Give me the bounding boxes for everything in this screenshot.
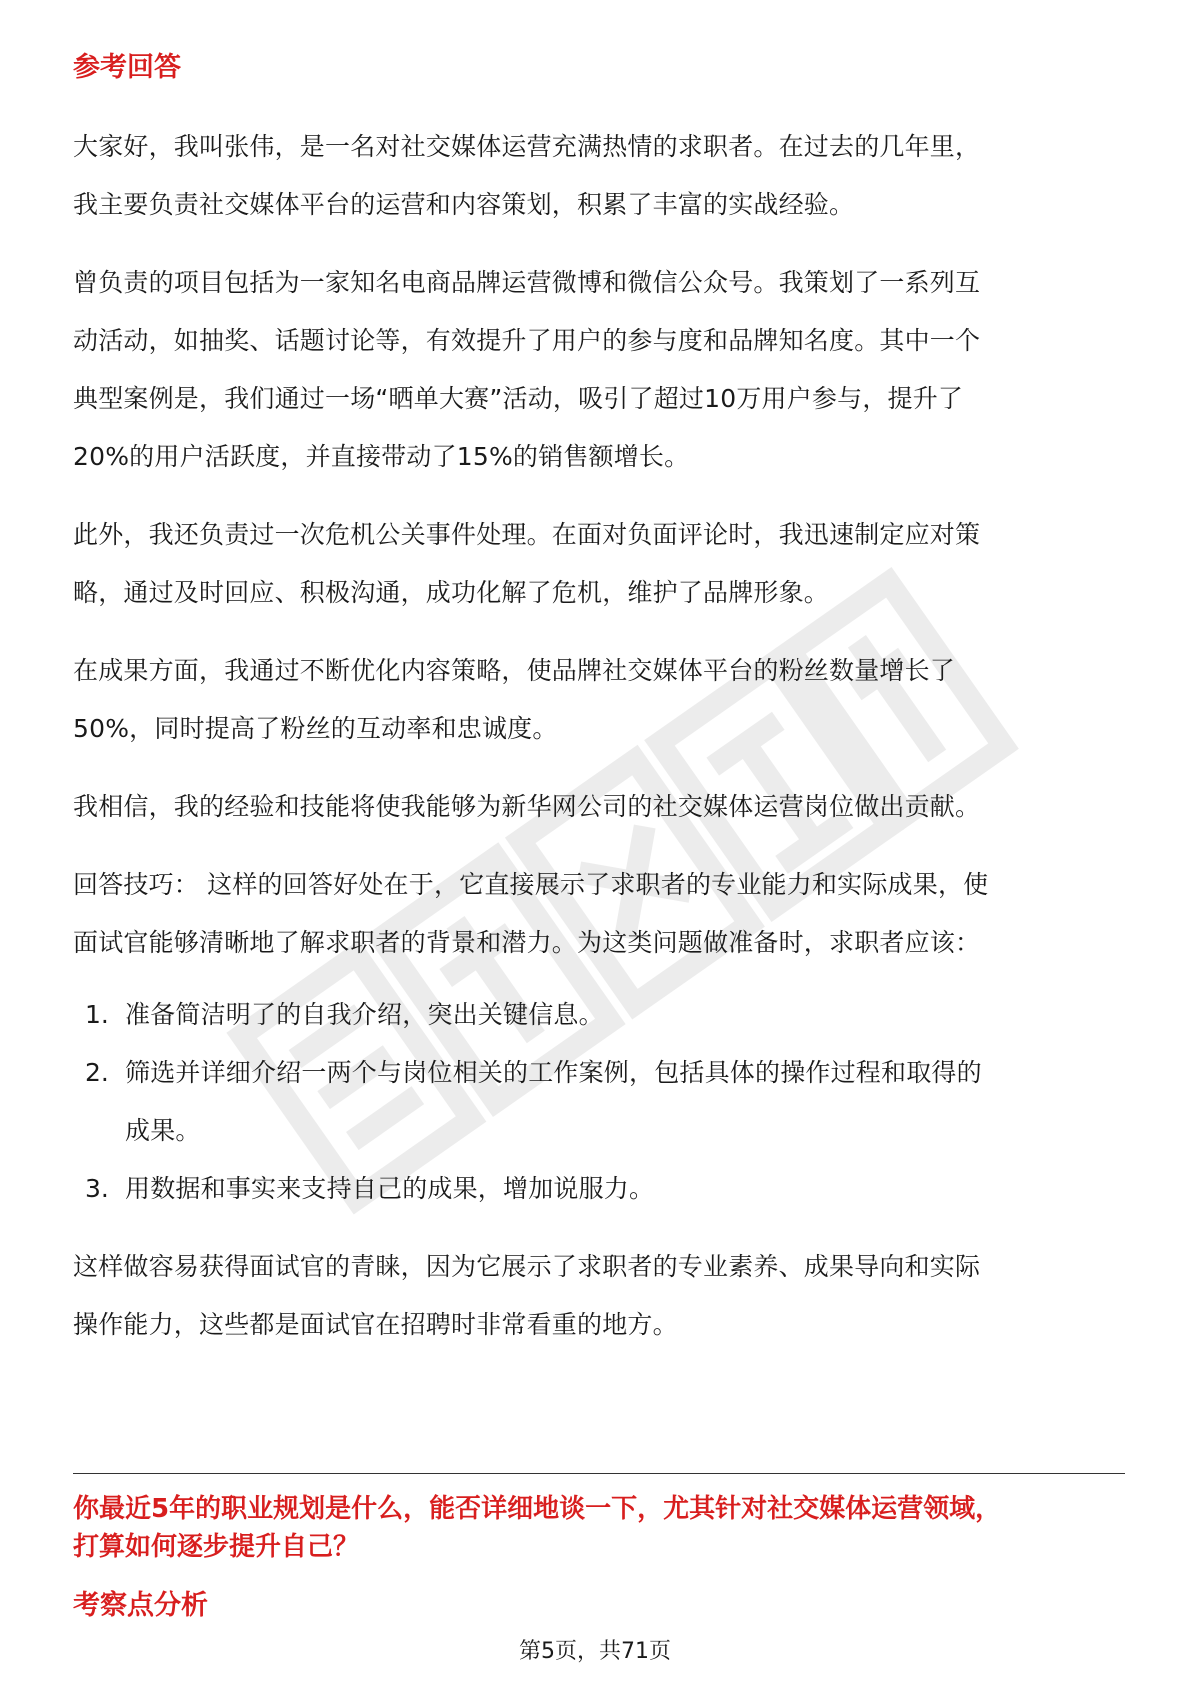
answer-paragraph-intro: 大家好，我叫张伟，是一名对社交媒体运营充满热情的求职者。在过去的几年里， 我主要负责社交媒体平台的运营和内容策划，积累了丰富的实战经验。 — [73, 132, 981, 219]
answer-paragraph-project: 曾负责的项目包括为一家知名电商品牌运营微博和微信公众号。我策划了一系列互 动活动，如抽奖、话题讨论等，有效提升了用户的参与度和品牌知名度。其中一个 典型案例是，我们通过一场“晒单大赛”活动，吸引了超过10万用户参与，提升了 20%的用户活跃度，并直接带动了15%的销售额增长。 — [73, 268, 981, 471]
list-number: 2. — [85, 1058, 109, 1087]
list-number: 3. — [85, 1174, 109, 1203]
list-item-text: 用数据和事实来支持自己的成果，增加说服力。 — [125, 1174, 655, 1203]
list-item-text: 准备简洁明了的自我介绍，突出关键信息。 — [125, 1000, 604, 1029]
tips-list — [73, 986, 1123, 1218]
closing-paragraph: 这样做容易获得面试官的青睐，因为它展示了求职者的专业素养、成果导向和实际 操作能力，这些都是面试官在招聘时非常看重的地方。 — [73, 1252, 981, 1339]
answer-paragraph-results: 在成果方面，我通过不断优化内容策略，使品牌社交媒体平台的粉丝数量增长了 50%，同时提高了粉丝的互动率和忠诚度。 — [73, 656, 956, 743]
reference-answer-heading: 参考回答 — [73, 52, 181, 83]
list-item — [73, 986, 1123, 1044]
next-question-title: 你最近5年的职业规划是什么，能否详细地谈一下，尤其针对社交媒体运营领域， 打算如何逐步提升自己？ — [73, 1494, 1002, 1562]
answer-paragraph-belief: 我相信，我的经验和技能将使我能够为新华网公司的社交媒体运营岗位做出贡献。 — [73, 792, 981, 821]
answer-paragraph-crisis: 此外，我还负责过一次危机公关事件处理。在面对负面评论时，我迅速制定应对策 略，通过及时回应、积极沟通，成功化解了危机，维护了品牌形象。 — [73, 520, 981, 607]
list-item — [73, 1160, 1123, 1218]
answer-content — [73, 48, 1123, 1354]
list-item-text: 筛选并详细介绍一两个与岗位相关的工作案例，包括具体的操作过程和取得的 成果。 — [125, 1058, 982, 1145]
section-divider — [73, 1473, 1125, 1474]
list-item — [73, 1044, 1123, 1160]
page-number: 第5页，共71页 — [519, 1639, 671, 1664]
answer-tips-paragraph: 回答技巧： 这样的回答好处在于，它直接展示了求职者的专业能力和实际成果，使 面试官能够清晰地了解求职者的背景和潜力。为这类问题做准备时，求职者应该： — [73, 870, 989, 957]
analysis-heading: 考察点分析 — [73, 1590, 208, 1621]
list-number: 1. — [85, 1000, 109, 1029]
